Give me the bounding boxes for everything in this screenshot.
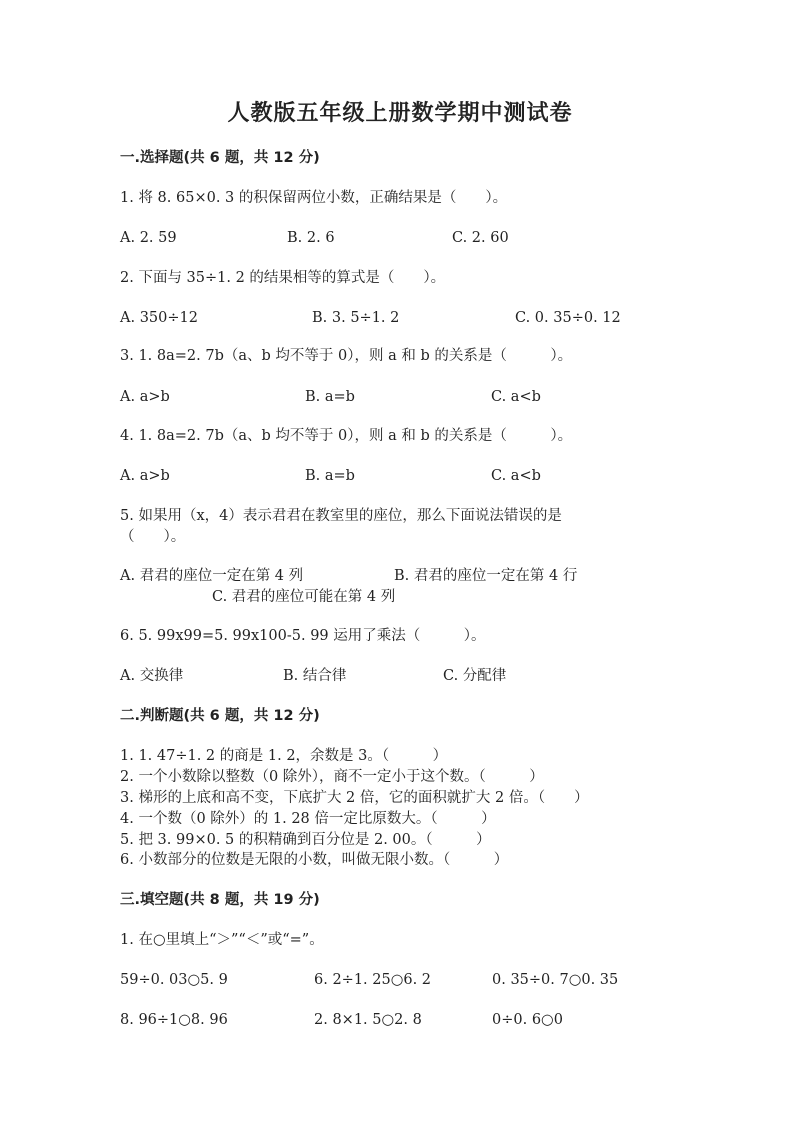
- fill-item: 6. 2÷1. 25○6. 2: [314, 972, 432, 988]
- question-text: 1. 将 8. 65×0. 3 的积保留两位小数，正确结果是（ ）。: [120, 190, 508, 206]
- fill-item: 0÷0. 6○0: [492, 1012, 563, 1028]
- judge-item: 1. 1. 47÷1. 2 的商是 1. 2，余数是 3。（ ）: [120, 748, 448, 764]
- judge-item: 2. 一个小数除以整数（0 除外），商不一定小于这个数。（ ）: [120, 769, 544, 785]
- section-heading-judge: 二.判断题(共 6 题，共 12 分): [120, 708, 320, 724]
- option-a: A. a>b: [120, 468, 170, 484]
- question-text: 2. 下面与 35÷1. 2 的结果相等的算式是（ ）。: [120, 270, 446, 286]
- option-b: B. 3. 5÷1. 2: [312, 310, 400, 326]
- option-a: A. 2. 59: [120, 230, 177, 246]
- option-c: C. 分配律: [443, 668, 507, 684]
- section-heading-fill: 三.填空题(共 8 题，共 19 分): [120, 892, 320, 908]
- section-heading-choice: 一.选择题(共 6 题，共 12 分): [120, 150, 320, 166]
- option-c: C. 2. 60: [452, 230, 509, 246]
- option-b: B. 2. 6: [287, 230, 335, 246]
- question-text: 1. 在○里填上“＞”“＜”或“=”。: [120, 932, 324, 948]
- option-b: B. 结合律: [283, 668, 347, 684]
- judge-item: 3. 梯形的上底和高不变，下底扩大 2 倍，它的面积就扩大 2 倍。（ ）: [120, 790, 589, 806]
- option-c: C. a<b: [491, 389, 541, 405]
- option-c: C. 0. 35÷0. 12: [515, 310, 621, 326]
- question-text: 5. 如果用（x，4）表示君君在教室里的座位，那么下面说法错误的是: [120, 508, 562, 524]
- option-a: A. 350÷12: [120, 310, 198, 326]
- judge-item: 4. 一个数（0 除外）的 1. 28 倍一定比原数大。（ ）: [120, 811, 496, 827]
- fill-item: 2. 8×1. 5○2. 8: [314, 1012, 422, 1028]
- question-text-continued: （ ）。: [120, 529, 186, 545]
- option-a: A. a>b: [120, 389, 170, 405]
- page-title: 人教版五年级上册数学期中测试卷: [227, 101, 573, 126]
- option-a: A. 交换律: [120, 668, 184, 684]
- question-text: 6. 5. 99x99=5. 99x100-5. 99 运用了乘法（ ）。: [120, 628, 486, 644]
- option-b: B. a=b: [305, 468, 355, 484]
- fill-item: 59÷0. 03○5. 9: [120, 972, 228, 988]
- judge-item: 6. 小数部分的位数是无限的小数，叫做无限小数。（ ）: [120, 852, 509, 868]
- option-b: B. 君君的座位一定在第 4 行: [394, 568, 578, 584]
- option-a: A. 君君的座位一定在第 4 列: [120, 568, 304, 584]
- fill-item: 0. 35÷0. 7○0. 35: [492, 972, 619, 988]
- question-text: 4. 1. 8a=2. 7b（a、b 均不等于 0），则 a 和 b 的关系是（ ）。: [120, 428, 573, 444]
- question-text: 3. 1. 8a=2. 7b（a、b 均不等于 0），则 a 和 b 的关系是（ ）。: [120, 348, 573, 364]
- judge-item: 5. 把 3. 99×0. 5 的积精确到百分位是 2. 00。（ ）: [120, 832, 491, 848]
- option-c: C. a<b: [491, 468, 541, 484]
- fill-item: 8. 96÷1○8. 96: [120, 1012, 228, 1028]
- option-b: B. a=b: [305, 389, 355, 405]
- option-c: C. 君君的座位可能在第 4 列: [212, 589, 396, 605]
